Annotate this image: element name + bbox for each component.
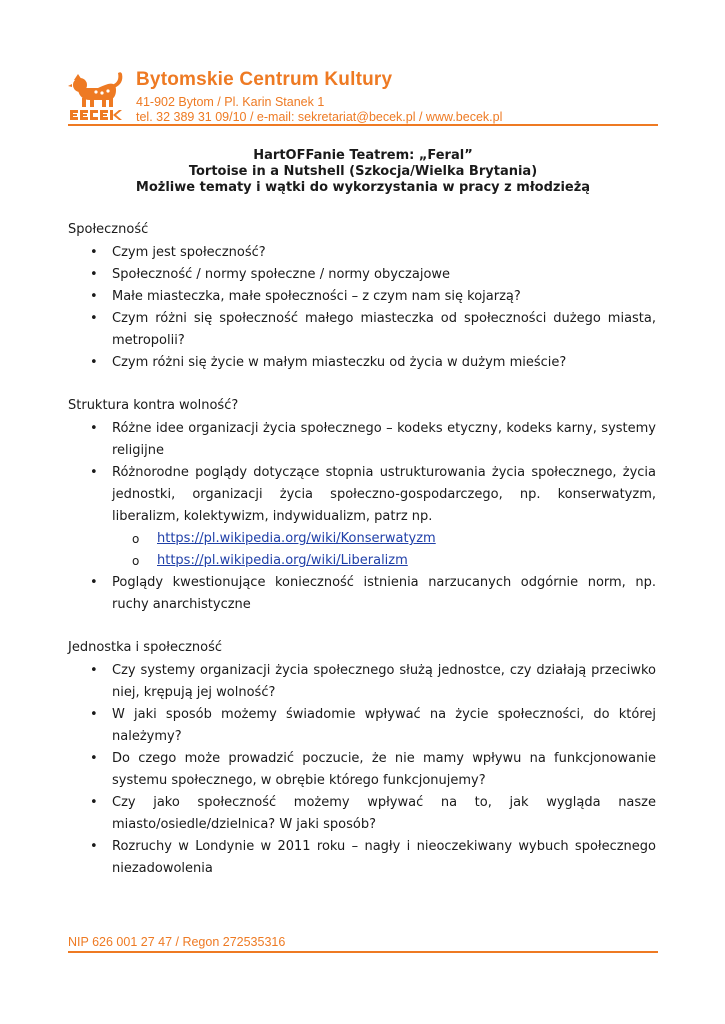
list-item: • Małe miasteczka, małe społeczności – z czym nam się kojarzą? xyxy=(68,286,656,308)
footer-registration: NIP 626 001 27 47 / Regon 272535316 xyxy=(68,935,286,949)
organization-info xyxy=(136,68,502,125)
section-spolecznosc xyxy=(68,220,656,374)
document-body xyxy=(68,220,656,902)
bullet-icon: • xyxy=(90,267,98,282)
organization-name: Bytomskie Centrum Kultury xyxy=(136,69,393,90)
bullet-icon: • xyxy=(90,245,98,260)
circle-bullet-icon: o xyxy=(132,554,140,568)
becek-cat-logo xyxy=(68,70,128,122)
wikipedia-liberalizm-link[interactable]: https://pl.wikipedia.org/wiki/Liberalizm xyxy=(157,553,408,568)
bullet-icon: • xyxy=(90,311,98,326)
organization-contact: tel. 32 389 31 09/10 / e-mail: sekretariat@becek.pl / www.becek.pl xyxy=(136,110,503,124)
bullet-icon: • xyxy=(90,663,98,678)
list-item: • Poglądy kwestionujące konieczność istnienia narzucanych odgórnie norm, np. ruchy anarchistyczne xyxy=(68,572,656,616)
wikipedia-konserwatyzm-link[interactable]: https://pl.wikipedia.org/wiki/Konserwatyzm xyxy=(157,531,436,546)
section-jednostka xyxy=(68,638,656,880)
letterhead xyxy=(68,68,658,128)
list-item: • Czym jest społeczność? xyxy=(68,242,656,264)
list-item: • Różnorodne poglądy dotyczące stopnia ustrukturowania życia społecznego, życia jednostki, organizacji życia społeczno-gospodarczego, np. konserwatyzm, liberalizm, kolektywizm, indywidualizm, patrz np. o https://pl.wikipedia.org/wiki/Konserwatyzm o https://pl.wikipedia.org/wiki/Liberalizm xyxy=(68,462,656,572)
bullet-icon: • xyxy=(90,839,98,854)
list-item: • W jaki sposób możemy świadomie wpływać na życie społeczności, do której należymy? xyxy=(68,704,656,748)
list-item: • Czy jako społeczność możemy wpływać na to, jak wygląda nasze miasto/osiedle/dzielnica? W jaki sposób? xyxy=(68,792,656,836)
circle-bullet-icon: o xyxy=(132,532,140,546)
bullet-icon: • xyxy=(90,795,98,810)
bullet-icon: • xyxy=(90,465,98,480)
sub-list-item xyxy=(112,550,656,572)
header-divider xyxy=(68,124,658,126)
bullet-icon: • xyxy=(90,421,98,436)
section-heading: Jednostka i społeczność xyxy=(68,640,223,655)
list-item: • Czy systemy organizacji życia społecznego służą jednostce, czy działają przeciwko niej, krępują jej wolność? xyxy=(68,660,656,704)
bullet-icon: • xyxy=(90,289,98,304)
footer-divider xyxy=(68,951,658,953)
bullet-icon: • xyxy=(90,707,98,722)
list-item: • Do czego może prowadzić poczucie, że nie mamy wpływu na funkcjonowanie systemu społecznego, w obrębie którego funkcjonujemy? xyxy=(68,748,656,792)
bullet-icon: • xyxy=(90,751,98,766)
title-line-3: Możliwe tematy i wątki do wykorzystania w pracy z młodzieżą xyxy=(135,180,591,195)
document-title xyxy=(68,148,658,196)
title-line-2: Tortoise in a Nutshell (Szkocja/Wielka Brytania) xyxy=(188,164,538,179)
footer xyxy=(68,934,658,950)
section-heading: Struktura kontra wolność? xyxy=(68,398,239,413)
organization-address: 41-902 Bytom / Pl. Karin Stanek 1 xyxy=(136,95,325,109)
list-item: • Czym różni się życie w małym miasteczku od życia w dużym mieście? xyxy=(68,352,656,374)
list-item: • Różne idee organizacji życia społecznego – kodeks etyczny, kodeks karny, systemy religijne xyxy=(68,418,656,462)
title-line-1: HartOFFanie Teatrem: „Feral” xyxy=(253,148,473,163)
bullet-list xyxy=(68,418,656,616)
section-heading: Społeczność xyxy=(68,222,149,237)
bullet-list xyxy=(68,242,656,374)
list-item: • Społeczność / normy społeczne / normy obyczajowe xyxy=(68,264,656,286)
bullet-icon: • xyxy=(90,575,98,590)
list-item: • Czym różni się społeczność małego miasteczka od społeczności dużego miasta, metropolii? xyxy=(68,308,656,352)
list-item: • Rozruchy w Londynie w 2011 roku – nagły i nieoczekiwany wybuch społecznego niezadowolenia xyxy=(68,836,656,880)
sub-list-item xyxy=(112,528,656,550)
sub-list xyxy=(112,528,656,572)
section-struktura xyxy=(68,396,656,616)
bullet-icon: • xyxy=(90,355,98,370)
bullet-list xyxy=(68,660,656,880)
